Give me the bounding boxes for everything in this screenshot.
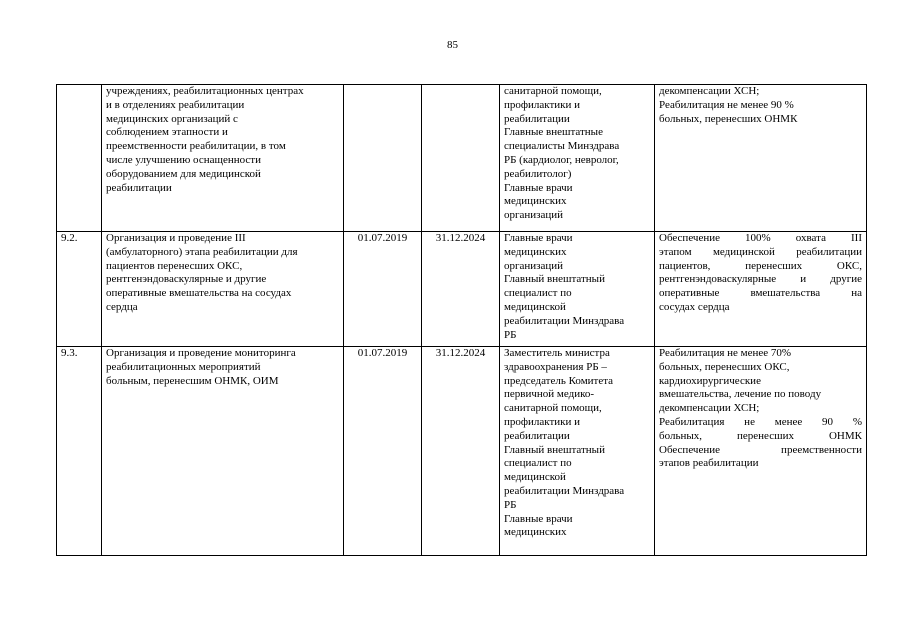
start-date-cell: 01.07.2019	[344, 232, 422, 347]
text-line: больных, перенесших ОКС,	[659, 360, 790, 373]
text-line: сосудах сердца	[659, 300, 730, 313]
text-line: декомпенсации ХСН;	[659, 402, 760, 415]
text-line: больных, перенесших ОНМК	[659, 112, 798, 125]
text-line: этапом медицинской реабилитации	[659, 245, 862, 258]
responsible-cell	[500, 347, 655, 556]
text-line: реабилитации Минздрава	[504, 484, 625, 497]
text-line: медицинских	[504, 245, 567, 258]
responsible-cell	[500, 232, 655, 347]
start-date-cell	[344, 85, 422, 232]
row-number-cell	[57, 85, 102, 232]
activity-name-cell	[102, 232, 344, 347]
page-number: 85	[447, 39, 458, 51]
row-number-cell: 9.2.	[57, 232, 102, 347]
text-line: здравоохранения РБ –	[504, 360, 607, 373]
text-line: специалисты Минздрава	[504, 140, 620, 153]
text-line: оперативные вмешательства на сосудах	[106, 287, 292, 300]
text-line: рентгенэндоваскулярные и другие	[106, 273, 267, 286]
expected-result-cell	[655, 85, 867, 232]
text-line: сердца	[106, 300, 138, 313]
text-line: медицинской	[504, 300, 566, 313]
text-line: реабилитации	[106, 181, 172, 194]
text-line: Главный внештатный	[504, 443, 605, 456]
text-line: реабилитолог)	[504, 167, 572, 180]
text-line: профилактики и	[504, 98, 581, 111]
text-line: председатель Комитета	[504, 374, 614, 387]
text-line: РБ	[504, 498, 517, 511]
table-row	[57, 347, 867, 556]
end-date-cell: 31.12.2024	[422, 232, 500, 347]
text-line: реабилитации	[504, 429, 570, 442]
text-line: Обеспечение преемственности	[659, 443, 862, 456]
text-line: оперативные вмешательства на	[659, 287, 862, 300]
text-line: специалист по	[504, 457, 572, 470]
text-line: Обеспечение 100% охвата III	[659, 232, 862, 244]
row-number-cell: 9.3.	[57, 347, 102, 556]
text-line: вмешательства, лечение по поводу	[659, 388, 822, 401]
text-line: Главные внештатные	[504, 126, 603, 139]
text-line: этапов реабилитации	[659, 457, 759, 470]
text-line: соблюдением этапности и	[106, 126, 228, 139]
text-line: рентгенэндоваскулярные и другие	[659, 273, 862, 286]
text-line: числе улучшению оснащенности	[106, 153, 261, 166]
text-line: РБ	[504, 328, 517, 341]
text-line: санитарной помощи,	[504, 402, 602, 415]
text-line: организаций	[504, 259, 564, 272]
activity-name-cell	[102, 85, 344, 232]
text-line: Организация и проведение мониторинга	[106, 347, 296, 359]
text-line: медицинских организаций с	[106, 112, 238, 125]
text-line: медицинских	[504, 195, 567, 208]
text-line: медицинских	[504, 526, 567, 539]
text-line: преемственности реабилитации, в том	[106, 140, 286, 153]
text-line: больным, перенесшим ОНМК, ОИМ	[106, 374, 279, 387]
text-line: профилактики и	[504, 415, 581, 428]
text-line: Реабилитация не менее 90 %	[659, 415, 862, 428]
end-date-cell	[422, 85, 500, 232]
text-line: реабилитации Минздрава	[504, 314, 625, 327]
activities-table	[56, 84, 867, 556]
text-line: реабилитационных мероприятий	[106, 360, 261, 373]
text-line: Главный внештатный	[504, 273, 605, 286]
text-line: организаций	[504, 209, 564, 222]
text-line: пациентов перенесших ОКС,	[106, 259, 243, 272]
text-line: первичной медико-	[504, 388, 595, 401]
text-line: кардиохирургические	[659, 374, 761, 387]
text-line: (амбулаторного) этапа реабилитации для	[106, 245, 298, 258]
text-line: специалист по	[504, 287, 572, 300]
expected-result-cell	[655, 232, 867, 347]
text-line: декомпенсации ХСН;	[659, 85, 760, 97]
table-row	[57, 232, 867, 347]
text-line: Организация и проведение III	[106, 232, 246, 244]
end-date-cell: 31.12.2024	[422, 347, 500, 556]
table-row	[57, 85, 867, 232]
responsible-cell	[500, 85, 655, 232]
text-line: больных, перенесших ОНМК	[659, 429, 862, 442]
text-line: оборудованием для медицинской	[106, 167, 261, 180]
text-line: РБ (кардиолог, невролог,	[504, 153, 619, 166]
text-line: и в отделениях реабилитации	[106, 98, 245, 111]
text-line: пациентов, перенесших ОКС,	[659, 259, 862, 272]
text-line: реабилитации	[504, 112, 570, 125]
text-line: Главные врачи	[504, 232, 573, 244]
text-line: Реабилитация не менее 90 %	[659, 98, 794, 111]
text-line: медицинской	[504, 471, 566, 484]
activity-name-cell	[102, 347, 344, 556]
text-line: учреждениях, реабилитационных центрах	[106, 85, 304, 97]
text-line: Реабилитация не менее 70%	[659, 347, 792, 359]
start-date-cell: 01.07.2019	[344, 347, 422, 556]
text-line: Главные врачи	[504, 181, 573, 194]
text-line: Главные врачи	[504, 512, 573, 525]
text-line: санитарной помощи,	[504, 85, 602, 97]
text-line: Заместитель министра	[504, 347, 610, 359]
expected-result-cell	[655, 347, 867, 556]
